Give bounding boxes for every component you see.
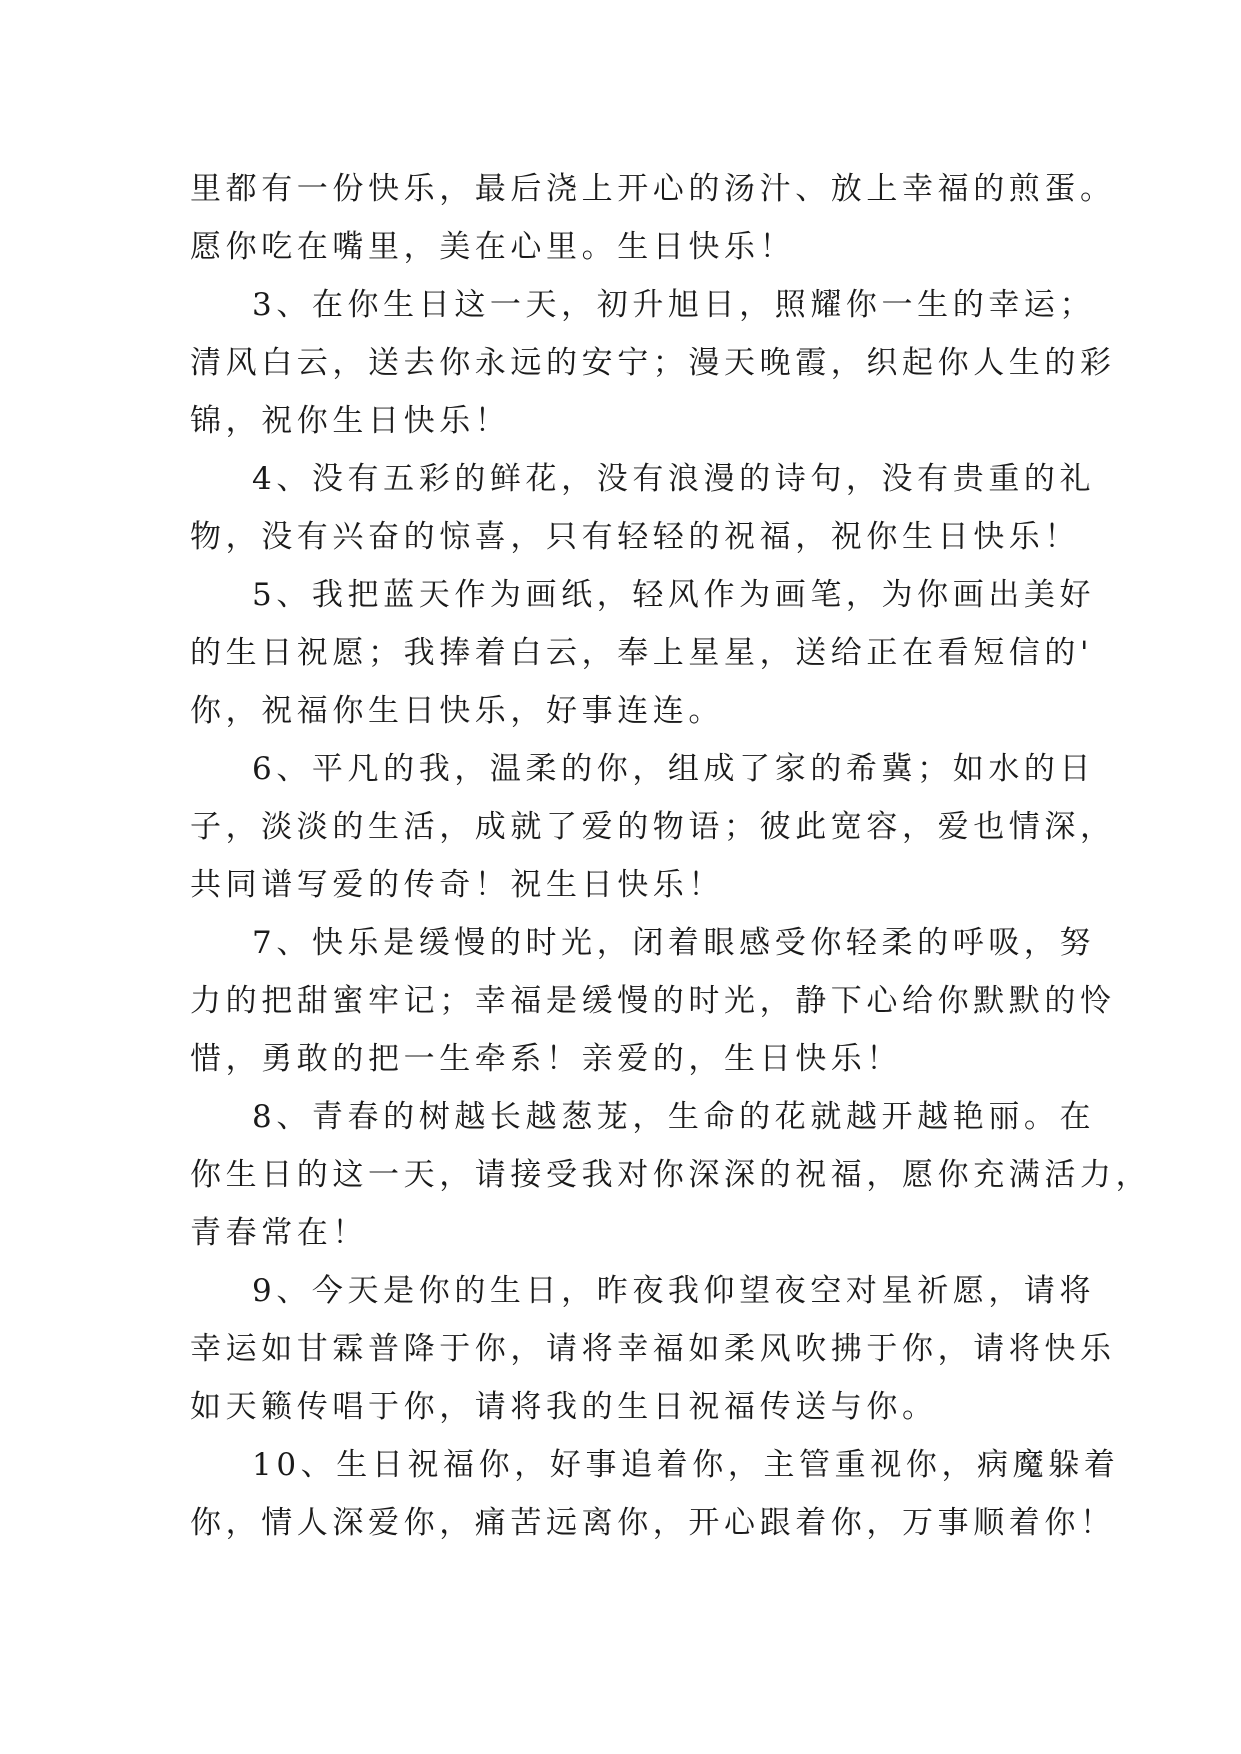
text-line: 你，祝福你生日快乐，好事连连。 <box>190 693 724 729</box>
text-line: 清风白云，送去你永远的安宁；漫天晚霞，织起你人生的彩 <box>190 345 1116 381</box>
text-line: 青春常在！ <box>190 1215 368 1251</box>
text-line: 7、快乐是缓慢的时光，闭着眼感受你轻柔的呼吸，努 <box>252 925 1096 961</box>
text-line: 10、生日祝福你，好事追着你，主管重视你，病魔躲着 <box>252 1447 1120 1483</box>
text-line: 子，淡淡的生活，成就了爱的物语；彼此宽容，爱也情深， <box>190 809 1116 845</box>
text-line: 9、今天是你的生日，昨夜我仰望夜空对星祈愿，请将 <box>252 1273 1096 1309</box>
text-line: 3、在你生日这一天，初升旭日，照耀你一生的幸运； <box>252 287 1096 323</box>
text-line: 愿你吃在嘴里，美在心里。生日快乐！ <box>190 229 796 265</box>
text-line: 惜，勇敢的把一生牵系！亲爱的，生日快乐！ <box>190 1041 902 1077</box>
text-line: 力的把甜蜜牢记；幸福是缓慢的时光，静下心给你默默的怜 <box>190 983 1116 1019</box>
text-line: 5、我把蓝天作为画纸，轻风作为画笔，为你画出美好 <box>252 577 1096 613</box>
text-line: 共同谱写爱的传奇！祝生日快乐！ <box>190 867 724 903</box>
text-line: 物，没有兴奋的惊喜，只有轻轻的祝福，祝你生日快乐！ <box>190 519 1080 555</box>
text-line: 的生日祝愿；我捧着白云，奉上星星，送给正在看短信的' <box>190 635 1094 671</box>
text-line: 你，情人深爱你，痛苦远离你，开心跟着你，万事顺着你！ <box>190 1505 1116 1541</box>
text-line: 幸运如甘霖普降于你，请将幸福如柔风吹拂于你，请将快乐 <box>190 1331 1116 1367</box>
text-line: 里都有一份快乐，最后浇上开心的汤汁、放上幸福的煎蛋。 <box>190 171 1116 207</box>
text-line: 你生日的这一天，请接受我对你深深的祝福，愿你充满活力， <box>190 1157 1152 1193</box>
text-line: 4、没有五彩的鲜花，没有浪漫的诗句，没有贵重的礼 <box>252 461 1096 497</box>
text-line: 锦，祝你生日快乐！ <box>190 403 511 439</box>
text-line: 8、青春的树越长越葱茏，生命的花就越开越艳丽。在 <box>252 1099 1096 1135</box>
document-body <box>190 160 1152 1552</box>
text-line: 如天籁传唱于你，请将我的生日祝福传送与你。 <box>190 1389 938 1425</box>
text-line: 6、平凡的我，温柔的你，组成了家的希冀；如水的日 <box>252 751 1096 787</box>
